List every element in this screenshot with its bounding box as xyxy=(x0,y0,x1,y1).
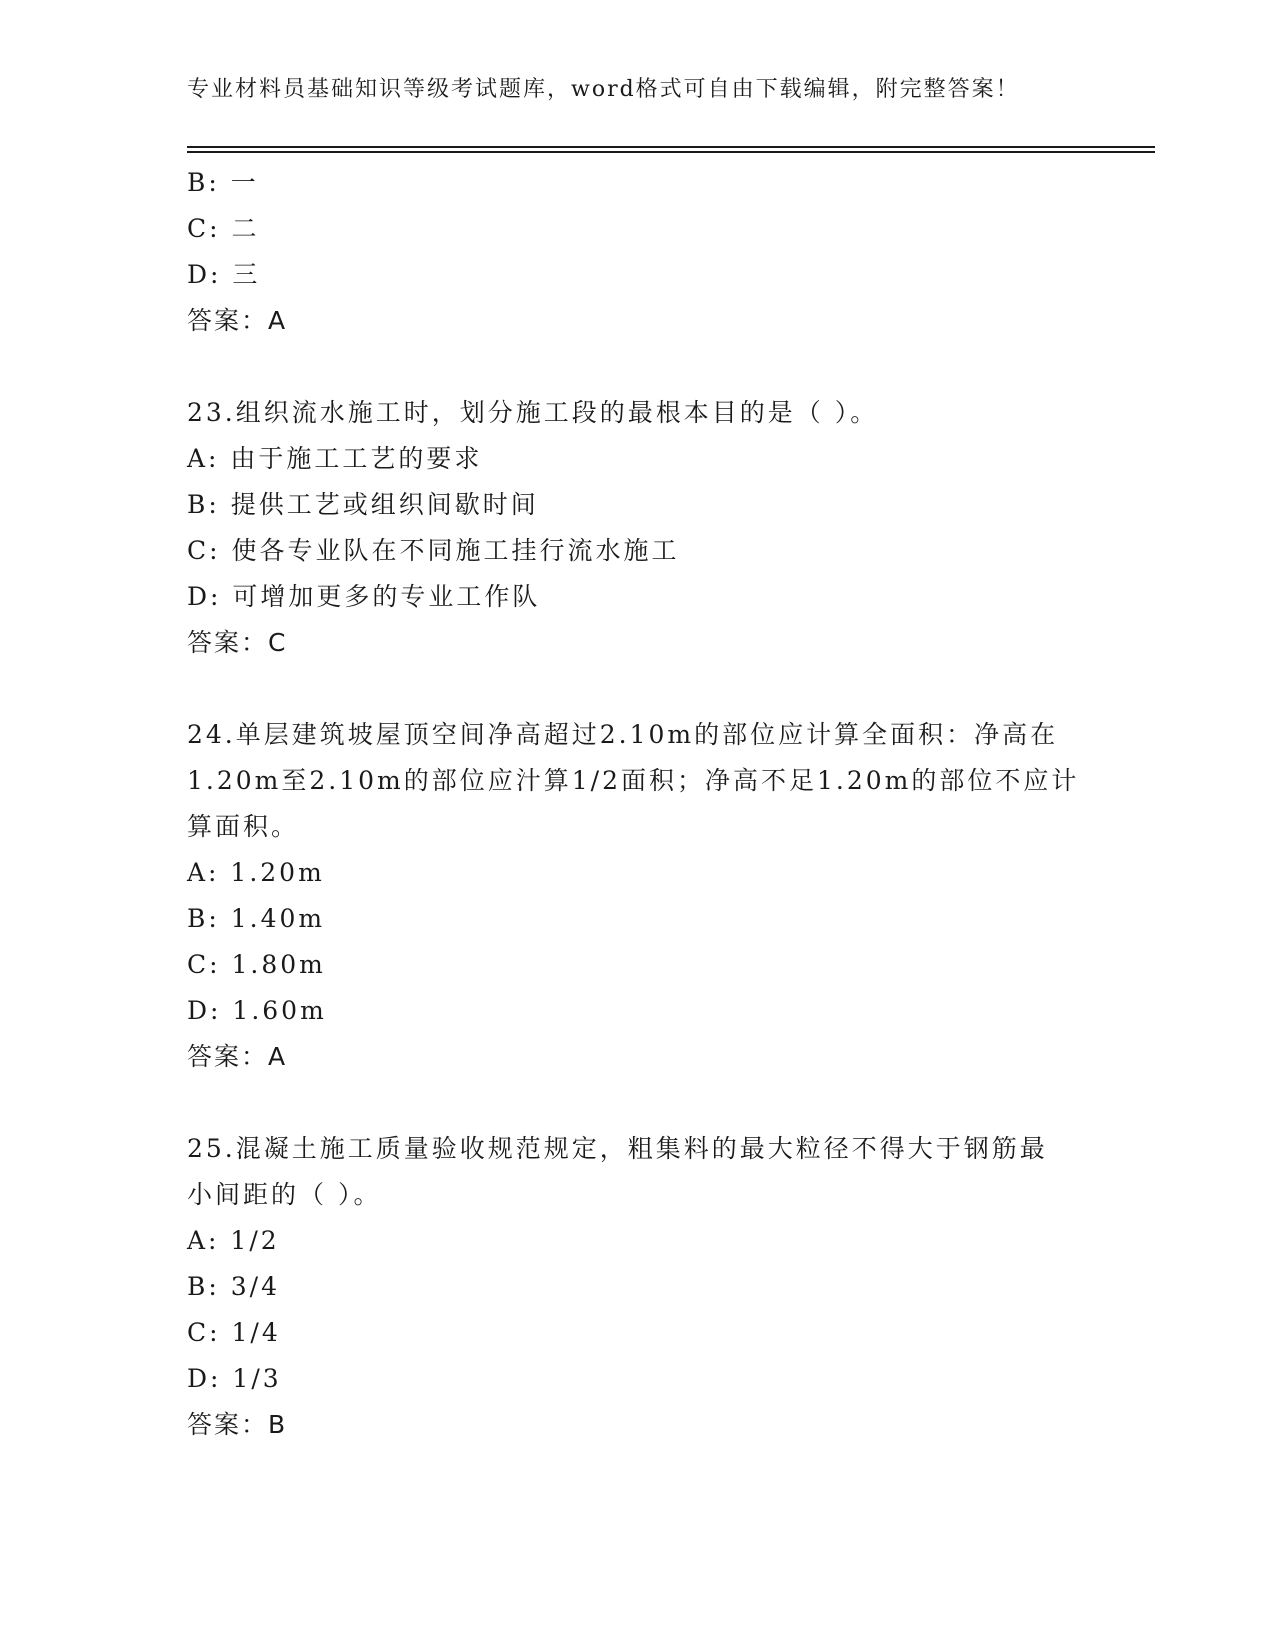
spacer xyxy=(187,344,1087,390)
option-c: C: 1/4 xyxy=(187,1318,281,1347)
option-d: D: 1.60m xyxy=(187,996,327,1025)
option-c: C: 1.80m xyxy=(187,950,326,979)
answer-line: 答案：B xyxy=(187,1410,288,1439)
spacer xyxy=(187,666,1087,712)
document-body xyxy=(187,160,1087,1448)
question-stem-line-2: 1.20m至2.10m的部位应汁算1/2面积；净高不足1.20m的部位不应计 xyxy=(187,766,1080,795)
page-header: 专业材料员基础知识等级考试题库，word格式可自由下载编辑，附完整答案！ xyxy=(187,77,1020,102)
answer-line: 答案：A xyxy=(187,1042,288,1071)
spacer xyxy=(187,1080,1087,1126)
answer-line: 答案：C xyxy=(187,628,288,657)
option-b: B: 一 xyxy=(187,168,259,197)
option-d: D: 三 xyxy=(187,260,261,289)
prev-question-block xyxy=(187,160,1087,344)
option-c: C: 使各专业队在不同施工挂行流水施工 xyxy=(187,536,680,565)
option-b: B: 3/4 xyxy=(187,1272,280,1301)
option-b: B: 1.40m xyxy=(187,904,326,933)
option-a: A: 1.20m xyxy=(187,858,325,887)
header-rule-bottom xyxy=(187,151,1155,153)
question-23 xyxy=(187,390,1087,666)
option-d: D: 1/3 xyxy=(187,1364,282,1393)
option-a: A: 由于施工工艺的要求 xyxy=(187,444,483,473)
question-stem-line-2: 小间距的（ ）。 xyxy=(187,1180,382,1209)
question-stem-line-1: 24.单层建筑坡屋顶空间净高超过2.10m的部位应计算全面积：净高在 xyxy=(187,720,1059,749)
option-a: A: 1/2 xyxy=(187,1226,280,1255)
question-stem-line-1: 25.混凝土施工质量验收规范规定，粗集料的最大粒径不得大于钢筋最 xyxy=(187,1134,1048,1163)
option-c: C: 二 xyxy=(187,214,260,243)
answer-line: 答案：A xyxy=(187,306,288,335)
question-stem-line-3: 算面积。 xyxy=(187,812,300,841)
question-stem: 23.组织流水施工时，划分施工段的最根本目的是（ ）。 xyxy=(187,398,879,427)
option-b: B: 提供工艺或组织间歇时间 xyxy=(187,490,539,519)
question-25 xyxy=(187,1126,1087,1448)
option-d: D: 可增加更多的专业工作队 xyxy=(187,582,541,611)
header-rule-top xyxy=(187,146,1155,148)
question-24 xyxy=(187,712,1087,1080)
